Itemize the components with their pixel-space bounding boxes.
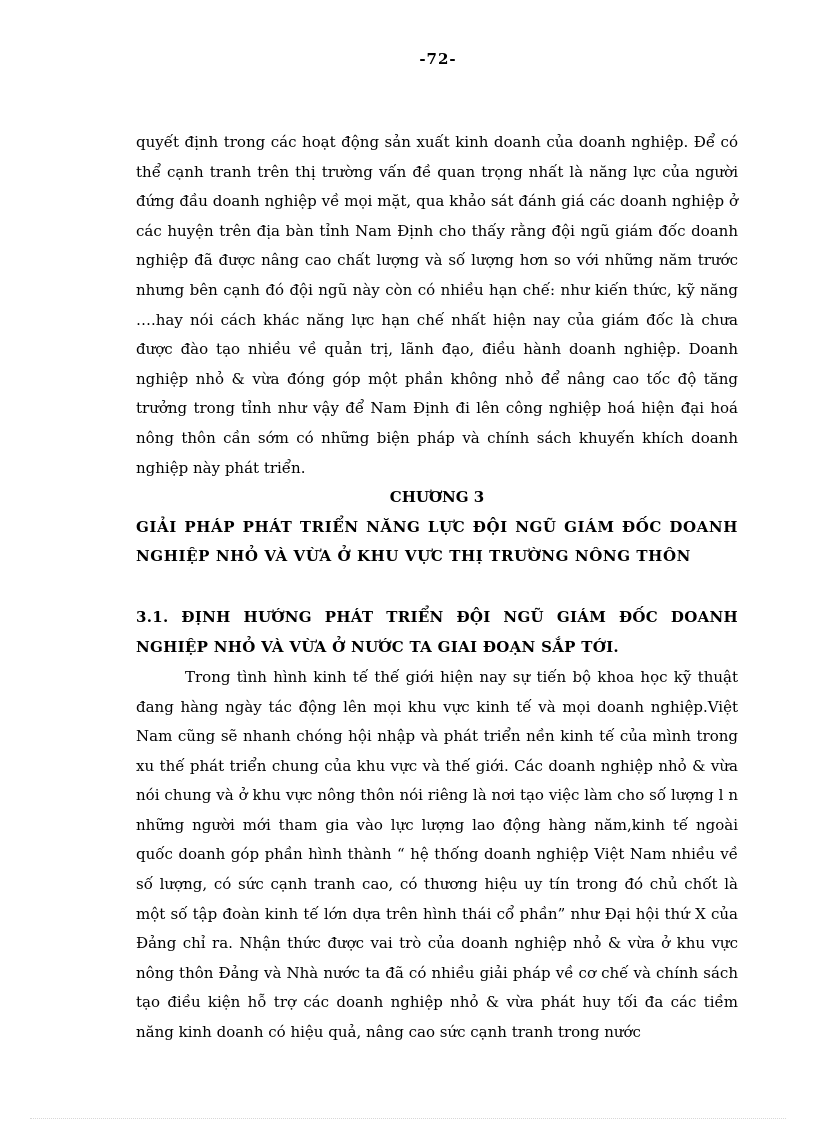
document-body bbox=[136, 128, 738, 1048]
body-paragraph: quyết định trong các hoạt động sản xuất kinh doanh của doanh nghiệp. Để có thể cạnh tranh trên thị trường vấn đề quan trọng nhất là năng lực của người đứng đầu doanh nghiệp về mọi mặt, qua khảo sát đánh giá các doanh nghiệp ở các huyện trên địa bàn tỉnh Nam Định cho thấy rằng đội ngũ giám đốc doanh nghiệp đã được nâng cao chất lượng và số lượng hơn so với những năm trước nhưng bên cạnh đó đội ngũ này còn có nhiều hạn chế: như kiến thức, kỹ năng ….hay nói cách khác năng lực hạn chế nhất hiện nay của giám đốc là chưa được đào tạo nhiều về quản trị, lãnh đạo, điều hành doanh nghiệp. Doanh nghiệp nhỏ & vừa đóng góp một phần không nhỏ để nâng cao tốc độ tăng trưởng trong tỉnh như vậy để Nam Định đi lên công nghiệp hoá hiện đại hoá nông thôn cần sớm có những biện pháp và chính sách khuyến khích doanh nghiệp này phát triển. bbox=[136, 133, 738, 477]
chapter-label: CHƯƠNG 3 bbox=[389, 488, 485, 507]
page-bottom-divider bbox=[30, 1118, 786, 1119]
chapter-title: GIẢI PHÁP PHÁT TRIỂN NĂNG LỰC ĐỘI NGŨ GIÁM ĐỐC DOANH NGHIỆP NHỎ VÀ VỪA Ở KHU VỰC THỊ TRƯỜNG NÔNG THÔN bbox=[136, 517, 738, 566]
body-paragraph: Trong tình hình kinh tế thế giới hiện nay sự tiến bộ khoa học kỹ thuật đang hàng ngày tác động lên mọi khu vực kinh tế và mọi doanh nghiệp.Việt Nam cũng sẽ nhanh chóng hội nhập và phát triển nền kinh tế của mình trong xu thế phát triển chung của khu vực và thế giới. Các doanh nghiệp nhỏ & vừa nói chung và ở khu vực nông thôn nói riêng là nơi tạo việc làm cho số lượng l n những người mới tham gia vào lực lượng lao động hàng năm,kinh tế ngoài quốc doanh góp phần hình thành “ hệ thống doanh nghiệp Việt Nam nhiều về số lượng, có sức cạnh tranh cao, có thương hiệu uy tín trong đó chủ chốt là một số tập đoàn kinh tế lớn dựa trên hình thái cổ phần” như Đại hội thứ X của Đảng chỉ ra. Nhận thức được vai trò của doanh nghiệp nhỏ & vừa ở khu vực nông thôn Đảng và Nhà nước ta đã có nhiều giải pháp về cơ chế và chính sách tạo điều kiện hỗ trợ các doanh nghiệp nhỏ & vừa phát huy tối đa các tiềm năng kinh doanh có hiệu quả, nâng cao sức cạnh tranh trong nước bbox=[136, 667, 738, 1042]
section-heading: 3.1. ĐỊNH HƯỚNG PHÁT TRIỂN ĐỘI NGŨ GIÁM ĐỐC DOANH NGHIỆP NHỎ VÀ VỪA Ở NƯỚC TA GIAI ĐOẠN SẮP TỚI. bbox=[136, 607, 738, 657]
page-number: -72- bbox=[419, 50, 457, 68]
